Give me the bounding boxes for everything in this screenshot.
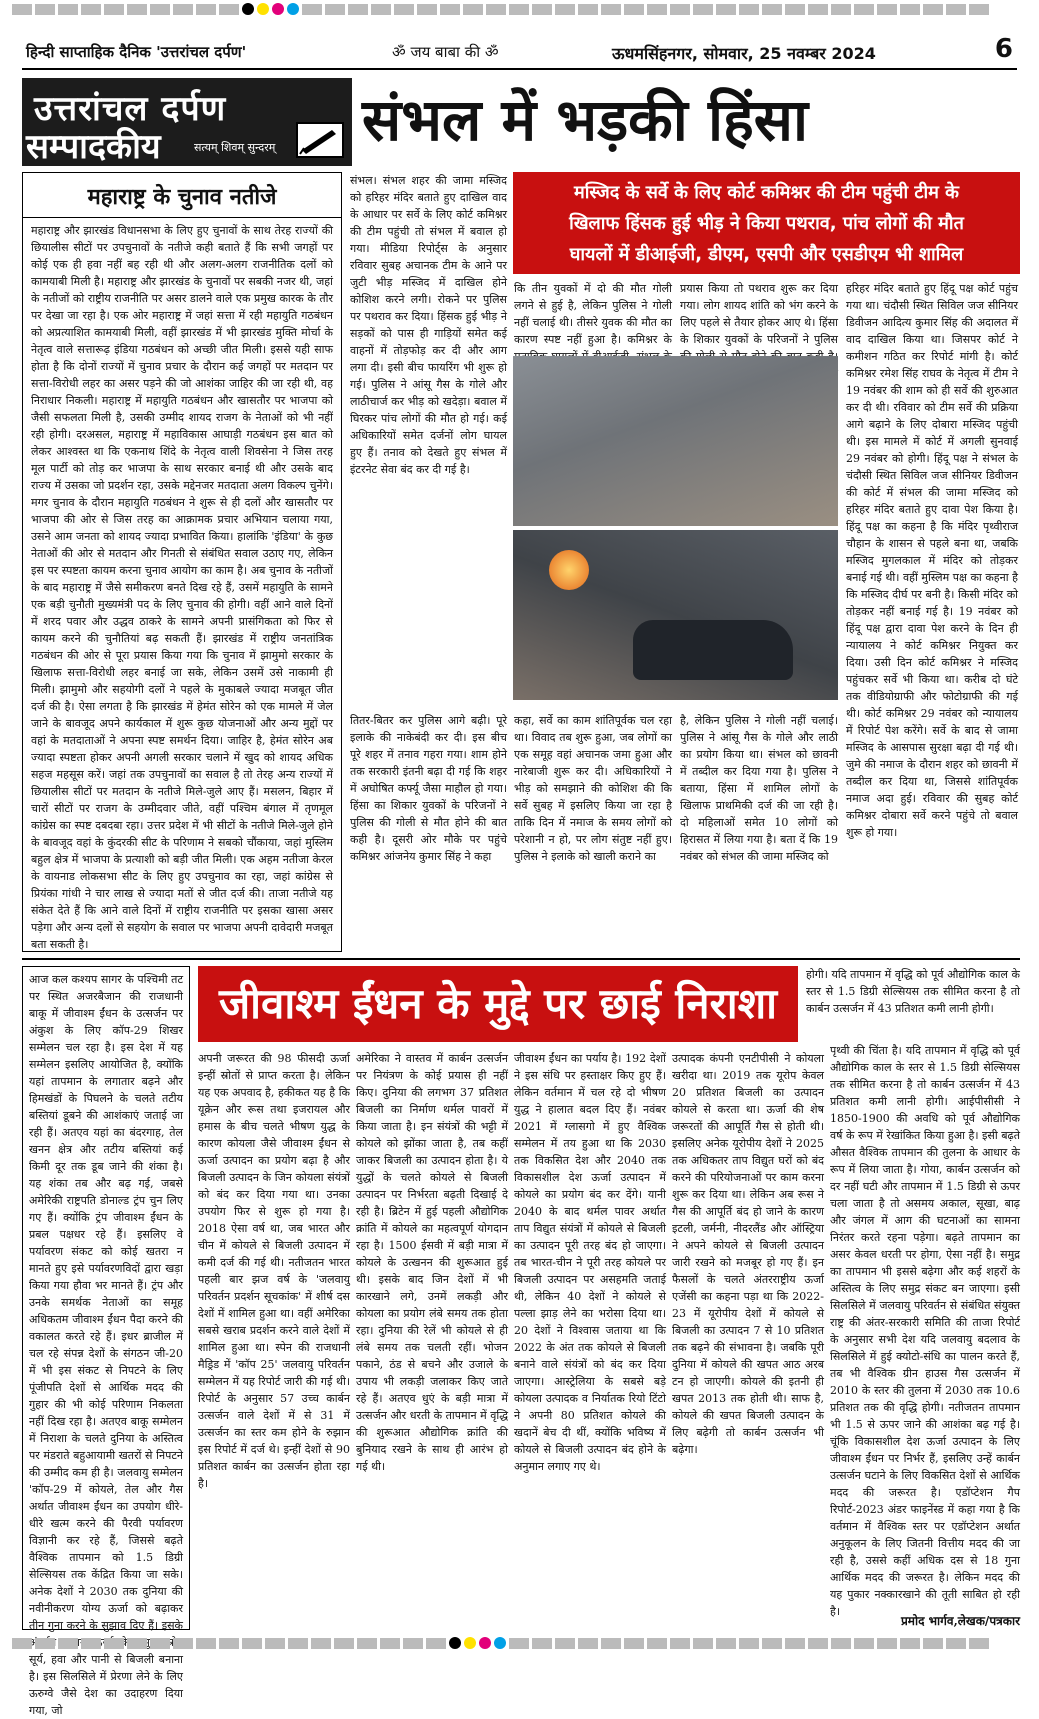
section-divider: [22, 958, 1020, 960]
story2-headline: जीवाश्म ईंधन के मुद्दे पर छाई निराशा: [198, 966, 798, 1042]
registration-bar-top: [0, 2, 1039, 16]
editorial-column: [22, 172, 342, 952]
editorial-brand: उत्तरांचल दर्पण: [34, 89, 227, 129]
story1-column-a: कि तीन युवकों में दो की मौत गोली लगने से हुई है, लेकिन पुलिस ने गोली नहीं चलाई थी। तीसरे युवक की मौत का कारण स्पष्ट नहीं हुआ है। कमिश्नर के: [514, 282, 672, 346]
page-number: 6: [994, 34, 1013, 64]
editorial-title: महाराष्ट्र के चुनाव नतीजे: [23, 173, 341, 218]
editorial-section-label: सम्पादकीय: [26, 127, 161, 167]
story2-left-column: आज कल कश्यप सागर के पश्चिमी तट पर स्थित अजरबैजान की राजधानी बाकू में जीवाश्म ईंधन के उत्सर्जन पर अंकुश के लिए कॉप-29 शिखर सम्मेलन चल रहा है। इस देश में यह सम्मेलन इसलिए आयोजित है, क्योंकि यहां तापमान के लगातार बढ़ने और हिमखंडों के पिघलने के चलते तटीय बस्तियां डूबने की आशंकाएं जताई जा रही हैं। अतएव यहां का बंदरगाह, तेल खनन क्षेत्र और तटीय बस्तियां कई किमी दूर तक डूब जाने की शंका है। यह शंका तब और बढ़ गई, जबसे अमेरिकी राष्ट्रपति डोनाल्ड ट्रंप चुन लिए गए हैं। क्योंकि ट्रंप जीवाश्म ईंधन के प्रबल पक्षधर रहे हैं। इसलिए वे पर्यावरण संकट को कोई खतरा न मानते हुए इसे पर्यावरणविदों द्वारा खड़ा किया गया हौवा भर मानते हैं। ट्रंप और उनके समर्थक नेताओं का समूह अधिकतम जीवाश्म ईंधन पैदा करने की वकालत करते रहे हैं। इधर ब्राजील में चल रहे संपन्न देशों के संगठन जी-20 में भी इस संकट से निपटने के लिए पूंजीपति देशों से आर्थिक मदद की गुहार की भी कोई परिणाम निकलता नहीं दिख रहा है। अतएव बाकू सम्मेलन में निराशा के चलते दुनिया के अस्तित्व पर मंडराते बहुआयामी खतरों से निपटने की उम्मीद कम ही है। जलवायु सम्मेलन 'कॉप-29 में कोयले, तेल और गैस अर्थात जीवाश्म ईंधन का उपयोग धीरे-धीरे खत्म करने की पैरवी पर्यावरण विज्ञानी कर रहे हैं, जिससे बढ़ते वैश्विक तापमान को 1.5 डिग्री सेल्सियस तक केंद्रित किया जा सके। अनेक देशों ने 2030 तक दुनिया की नवीनीकरण योग्य ऊर्जा को बढ़ाकर तीन गुना करने के सुझाव दिए हैं। इसके के प्रमुख सूर्य, हवा और पानी से बिजली बनाना है। इस सिलसिले में प्रेरणा लेने के लिए ऊरुग्वे जैसे देश का उदाहरण दिया गया, जो: [22, 966, 190, 1630]
masthead: [22, 20, 1017, 70]
car-icon: [633, 620, 793, 680]
story2-right-top: होगी। यदि तापमान में वृद्धि को पूर्व औद्योगिक काल के स्तर से 1.5 डिग्री सेल्सियस तक सीमित करना है तो कार्बन उत्सर्जन में 43 प्रतिशत कमी लानी होगी।: [806, 968, 1020, 1015]
story1-column-intro: संभल। संभल शहर की जामा मस्जिद को हरिहर मंदिर बताते हुए दाखिल वाद के आधार पर सर्वे के लिए कोर्ट कमिश्नर की टीम पहुंची तो संभल में बवाल हो गया। मीडिया रिपोर्ट्स के अनुसार रविवार सुबह अचानक टीम के आने पर जुटी भीड़ मस्जिद में दाखिल होने कोशिश करने लगी। रोकने पर पुलिस पर पथराव कर दिया। हिंसक हुई भीड़ ने सड़कों को पास ही गाड़ियों समेत कई वाहनों में तोड़फोड़ कर दी और आग लगा दी। इसी बीच फायरिंग भी शुरू हो गई। पुलिस ने आंसू गैस के गोले और लाठीचार्ज कर भीड़ को खदेड़ा। बवाल में घिरकर पांच लोगों की मौत हो गई। कई अधिकारियों समेत दर्जनों लोग घायल हुए हैं। तनाव को देखते हुए संभल में इंटरनेट सेवा बंद कर दी गई है।: [350, 174, 507, 476]
story1-column-b-lower: है, लेकिन पुलिस ने गोली नहीं चलाई। पुलिस ने आंसू गैस के गोले और लाठी का प्रयोग किया था। संभल को छावनी में तब्दील कर दिया गया है। पुलिस ने बताया, हिंसा में शामिल लोगों के खिलाफ प्राथमिकी दर्ज की जा रही है। दो महिलाओं समेत 10 लोगों को हिरासत में लिया गया है। बता दें कि 19 नवंबर को संभल की जामा मस्जिद को: [680, 714, 838, 863]
crowd-photo: [513, 356, 838, 526]
story1-subhead-box: [513, 172, 1020, 274]
story2-column-1: अपनी जरूरत की 98 फीसदी ऊर्जा इन्हीं स्रोतों से प्राप्त करता है। लेकिन यह एक अपवाद है, हकीकत यह है कि यूक्रेन और रूस तथा इजरायल और हमास के बीच चलते भीषण युद्ध के कारण कोयला जैसे जीवाश्म ईंधन से ऊर्जा उत्पादन का प्रयोग बढ़ा है और बिजली उत्पादन के जिन कोयला संयंत्रों को बंद कर दिया गया था। उनका उपयोग फिर से शुरू हो गया है। 2018 ऐसा वर्ष था, जब भारत और चीन में कोयले से बिजली उत्पादन में कमी दर्ज की गई थी। नतीजतन भारत पहली बार झज वर्ष के 'जलवायु परिवर्तन प्रदर्शन सूचकांक' में शीर्ष दस देशों में शामिल हुआ था। वहीं अमेरिका सबसे खराब प्रदर्शन करने वाले देशों में शामिल हुआ था। स्पेन की राजधानी मैड्रिड में 'कॉप 25' जलवायु परिवर्तन सम्मेलन में यह रिपोर्ट जारी की गई थी। रिपोर्ट के अनुसार 57 उच्च कार्बन उत्सर्जन वाले देशों में से 31 में उत्सर्जन का स्तर कम होने के रुझान इस रिपोर्ट में दर्ज थे। इन्हीं देशों से 90 प्रतिशत कार्बन का उत्सर्जन होता रहा है।: [198, 1052, 350, 1490]
story1-column-a-lower: कहा, सर्वे का काम शांतिपूर्वक चल रहा था। विवाद तब शुरू हुआ, जब लोगों का एक समूह वहां अचानक जमा हुआ और नारेबाजी शुरू कर दी। अधिकारियों ने भीड़ को समझाने की कोशिश की कि सर्वे सुबह में इसलिए किया जा रहा है ताकि दिन में नमाज के समय लोगों को परेशानी न हो, पर लोग संतुष्ट नहीं हुए। पुलिस ने इलाके को खाली कराने का: [514, 714, 672, 863]
story1-column-b: प्रयास किया तो पथराव शुरू कर दिया गया। लोग शायद शांति को भंग करने के लिए पहले से तैयार होकर आए थे। हिंसा के शिकार युवकों के परिजनों ने पुलिस: [680, 282, 838, 346]
masthead-date: ऊधमसिंहनगर, सोमवार, 25 नवम्बर 2024: [612, 44, 876, 63]
author-byline: प्रमोद भार्गव,लेखक/पत्रकार: [900, 1614, 1020, 1628]
story2-column-2: अमेरिका ने वास्तव में कार्बन उत्सर्जन पर नियंत्रण के कोई प्रयास ही नहीं किए। दुनिया की लगभग 37 प्रतिशत बिजली का निर्माण थर्मल पावरों में किया जाता है। इन संयंत्रों की भट्टी में कोयले को झोंका जाता है, तब कहीं जाकर बिजली का उत्पादन होता है। ये युद्धों के चलते कोयले से बिजली उत्पादन पर निर्भरता बढ़ती दिखाई दे रही है। ब्रिटेन में हुई पहली औद्योगिक क्रांति में कोयले का महत्वपूर्ण योगदान रहा है। 1500 ईसवी में बड़ी मात्रा में कोयले के उत्खनन की शुरूआत हुई थी। इसके बाद जिन देशों में भी कारखाने लगे, उनमें लकड़ी और कोयला का प्रयोग लंबे समय तक होता रहा। दुनिया की रेलें भी कोयले से ही लंबे समय तक चलती रहीं। भोजन पकाने, ठंड से बचने और उजाले के उपाय भी लकड़ी जलाकर किए जाते रहे हैं। अतएव धुएं के बड़ी मात्रा में उत्सर्जन और धरती के तापमान में वृद्धि की शुरूआत औद्योगिक क्रांति की बुनियाद रखने के साथ ही आरंभ हो गई थी।: [356, 1052, 508, 1473]
story2-column-3: जीवाश्म ईंधन का पर्याय है। 192 देशों ने इस संधि पर हस्ताक्षर किए हुए हैं। लेकिन वर्तमान में चल रहे दो भीषण युद्ध ने हालात बदल दिए हैं। नवंबर 2021 में ग्लासगो में हुए वैश्विक सम्मेलन में तय हुआ था कि 2030 तक विकसित देश और 2040 तक विकासशील देश ऊर्जा उत्पादन में कोयले का प्रयोग बंद कर देंगे। यानी 2040 के बाद थर्मल पावर अर्थात ताप विद्युत संयंत्रों में कोयले से बिजली का उत्पादन पूरी तरह बंद हो जाएगा। तब भारत-चीन ने पूरी तरह कोयले पर बिजली उत्पादन पर असहमति जताई थी, लेकिन 40 देशों ने कोयले से पल्ला झाड़ लेने का भरोसा दिया था। 20 देशों ने विश्वास जताया था कि 2022 के अंत तक कोयले से बिजली बनाने वाले संयंत्रों को बंद कर दिया जाएगा। आस्ट्रेलिया के सबसे बड़े कोयला उत्पादक व निर्यातक रियो टिंटो ने अपनी 80 प्रतिशत कोयले की खदानें बेच दी थीं, क्योंकि भविष्य में कोयले से बिजली उत्पादन बंद होने के अनुमान लगाए गए थे।: [514, 1052, 666, 1473]
story2-column-5: पृथ्वी की चिंता है। यदि तापमान में वृद्धि को पूर्व औद्योगिक काल के स्तर से 1.5 डिग्री सेल्सियस तक सीमित करना है तो कार्बन उत्सर्जन में 43 प्रतिशत कमी लानी होगी। आईपीसीसी ने 1850-1900 की अवधि को पूर्व औद्योगिक वर्ष के रूप में रेखांकित किया हुआ है। इसी बढ़ते औसत वैश्विक तापमान की तुलना के आधार के रूप में लिया जाता है। गोया, कार्बन उत्सर्जन को दर नहीं घटी और तापमान में 1.5 डिग्री से ऊपर चला जाता है तो असमय अकाल, सूखा, बाढ़ और जंगल में आग की घटनाओं का सामना निरंतर करते रहना पड़ेगा। बढ़ते तापमान का असर केवल धरती पर होगा, ऐसा नहीं है। समुद्र का तापमान भी इससे बढ़ेगा और कई शहरों के अस्तित्व के लिए समुद्र संकट बन जाएगा। इसी सिलसिले में जलवायु परिवर्तन से संबंधित संयुक्त राष्ट्र की अंतर-सरकारी समिति की ताजा रिपोर्ट के अनुसार सभी देश यदि जलवायु बदलाव के सिलसिले में हुई क्योटो-संधि का पालन करते हैं, तब भी वैश्विक ग्रीन हाउस गैस उत्सर्जन में 2010 के स्तर की तुलना में 2030 तक 10.6 प्रतिशत तक की वृद्धि होगी। नतीजतन तापमान भी 1.5 से ऊपर जाने की आशंका बढ़ गई है। चूंकि विकासशील देश ऊर्जा उत्पादन के लिए जीवाश्म ईंधन पर निर्भर हैं, इसलिए उन्हें कार्बन उत्सर्जन घटाने के लिए विकसित देशों से आर्थिक मदद की जरूरत है। एडॉप्टेशन गैप रिपोर्ट-2023 अंडर फाइनेंस्ड में कहा गया है कि वर्तमान में वैश्विक स्तर पर एडॉप्टेशन अर्थात अनुकूलन के लिए जितनी वित्तीय मदद की जा रही है, उससे कहीं अधिक दस से 18 गुना आर्थिक मदद की जरूरत है। लेकिन मदद की यह पुकार नक्कारखाने की तूती साबित हो रही है।: [830, 1044, 1020, 1618]
story1-subhead-line1: मस्जिद के सर्वे के लिए कोर्ट कमिश्नर की टीम पहुंची टीम के: [574, 182, 959, 203]
registration-bar-bottom: [0, 1636, 1039, 1650]
story1-column-c: हरिहर मंदिर बताते हुए हिंदू पक्ष कोर्ट पहुंच गया था। चंदौसी स्थित सिविल जज सीनियर डिवीजन आदित्य कुमार सिंह की अदालत में वाद दाखिल किया था। जिसपर कोर्ट ने कमीशन गठित कर रिपोर्ट मांगी है। कोर्ट कमिश्नर रमेश सिंह राघव के नेतृत्व में टीम ने 19 नवंबर की शाम को ही सर्वे की शुरुआत कर दी थी। रविवार को टीम सर्वे की प्रक्रिया आगे बढ़ाने के लिए दोबारा मस्जिद पहुंची थी। इस मामले में कोर्ट में अगली सुनवाई 29 नवंबर को होगी। हिंदू पक्ष ने संभल के चंदौसी स्थित सिविल जज सीनियर डिवीजन की कोर्ट में संभल की जामा मस्जिद को हरिहर मंदिर बताते हुए दावा पेश किया है। हिंदू पक्ष का कहना है कि मंदिर पृथ्वीराज चौहान के शासन से पहले बना था, जबकि मस्जिद मुगलकाल में मंदिर को तोड़कर बनाई गई थी। वहीं मुस्लिम पक्ष का कहना है कि मस्जिद दीर्घ पर बनी है। किसी मंदिर को तोड़कर नहीं बनाई गई है। 19 नवंबर को हिंदू पक्ष द्वारा दावा पेश करने के दिन ही न्यायालय ने कोर्ट कमिश्नर नियुक्त कर दिया। उसी दिन कोर्ट कमिश्नर ने मस्जिद पहुंचकर सर्वे भी किया था। करीब दो घंटे तक वीडियोग्राफी और फोटोग्राफी की गई थी। कोर्ट कमिश्नर 29 नवंबर को न्यायालय में रिपोर्ट पेश करेंगे। सर्वे के बाद से जामा मस्जिद के आसपास सुरक्षा बढ़ा दी गई थी। जुमे की नमाज के दौरान शहर को छावनी में तब्दील कर दिया था, जिससे शांतिपूर्वक नमाज अदा हुई। रविवार की सुबह कोर्ट कमिश्नर दोबारा सर्वे करने पहुंचे तो बवाल शुरू हो गया।: [846, 282, 1018, 839]
editorial-motto: सत्यम् शिवम् सुन्दरम्: [194, 141, 276, 154]
editorial-body: महाराष्ट्र और झारखंड विधानसभा के लिए हुए चुनावों के साथ तेरह राज्यों की छियालीस सीटों पर उपचुनावों के नतीजे कही बताते हैं कि सभी जगहों पर कोई एक ही हवा नहीं बह रही थी और अलग-अलग राजनीतिक दलों को कामयाबी मिली है। महाराष्ट्र और झारखंड के चुनावों पर सबकी नजर थी, जहां के नतीजों को राष्ट्रीय राजनीति पर असर डालने वाले एक प्रमुख कारक के तौर पर देखा जा रहा है। एक ओर महाराष्ट्र में जहां सत्ता में रही महायुति गठबंधन को अप्रत्याशित कामयाबी मिली, वहीं झारखंड में भी झारखंड मुक्ति मोर्चा के नेतृत्व वाले सत्तारूढ़ इंडिया गठबंधन को अच्छी जीत मिली। इससे यही साफ होता है कि दोनों राज्यों में चुनाव प्रचार के दौरान कई जगहों पर मतदान पर सत्ता-विरोधी लहर का असर पड़ने की जो आशंका जाहिर की जा रही थी, वह निराधार निकली। महाराष्ट्र में महायुति गठबंधन और खासतौर पर भाजपा को जैसी सफलता मिली है, उसकी उम्मीद शायद राजग के नेताओं को भी नहीं रही होगी। दरअसल, महाराष्ट्र में महाविकास आघाड़ी गठबंधन इस बात को लेकर आश्वस्त था कि एकनाथ शिंदे के नेतृत्व वाली शिवसेना ने जिस तरह मूल पार्टी को तोड़ कर भाजपा के साथ सरकार बनाई थी और उसके बाद राज्य में उसका जो प्रदर्शन रहा, उसके मद्देनजर मतदाता अलग विकल्प चुनेंगे। मगर चुनाव के दौरान महायुति गठबंधन ने शुरू से ही दलों और खासतौर पर भाजपा की ओर से जिस तरह का आक्रामक प्रचार अभियान चलाया गया, उसने आम जनता को शायद ज्यादा प्रभावित किया। हालांकि 'इंडिया' के कुछ नेताओं की ओर से मतदान और गिनती से संबंधित सवाल उठाए गए, लेकिन इस पर स्पष्टता कायम करना चुनाव आयोग का काम है। अब चुनाव के नतीजों के बाद महाराष्ट्र में जैसे समीकरण बनते दिख रहे हैं, उसमें महायुति के सामने एक बड़ी चुनौती मुख्यमंत्री पद के लिए चुनाव की होगी। वहीं आने वाले दिनों में शरद पवार और उद्धव ठाकरे के सामने अपनी प्रासंगिकता को फिर से कायम करने की चुनौतियां बढ़ सकती हैं। झारखंड में राष्ट्रीय जनतांत्रिक गठबंधन की ओर से पूरा प्रयास किया गया कि चुनाव में झामुमो सरकार के खिलाफ सत्ता-विरोधी लहर बनाई जा सके, लेकिन उसमें उसे नाकामी ही मिली। झामुमो और सहयोगी दलों ने पहले के मुकाबले ज्यादा मजबूत जीत दर्ज की है। ऐसा लगता है कि झारखंड में हेमंत सोरेन को एक मामले में जेल जाने के बावजूद अपने कार्यकाल में शुरू कुछ योजनाओं और अन्य मुद्दों पर वहां के मतदाताओं ने अपना स्पष्ट समर्थन दिया। जाहिर है, हेमंत सोरेन अब ज्यादा स्पष्टता होकर अपनी अगली सरकार चलाने में खुद को शायद अधिक सहज महसूस करें। जहां तक उपचुनावों का सवाल है तो तेरह अन्य राज्यों में छियालीस सीटों पर मतदान के नतीजे मिले-जुले आए हैं। मसलन, बिहार में चारों सीटों पर राजग के उम्मीदवार जीते, वहीं पश्चिम बंगाल में तृणमूल कांग्रेस का स्पष्ट दबदबा रहा। उत्तर प्रदेश में भी सीटों के नतीजे मिले-जुले होने के बावजूद वहां के कुंदरकी सीट के परिणाम ने सबको चौंकाया, जहां मुस्लिम बहुल क्षेत्र में भाजपा के प्रत्याशी को बड़ी जीत मिली। एक अहम नतीजा केरल के वायनाड लोकसभा सीट के लिए हुए उपचुनाव का रहा, जहां कांग्रेस से प्रियंका गांधी ने चार लाख से ज्यादा मतों से जीत दर्ज की। ताजा नतीजे यह संकेत देते हैं कि आने वाले दिनों में राष्ट्रीय राजनीति पर इसका खासा असर पड़ेगा और अन्य दलों से सहयोग के सवाल पर भाजपा अपनी दावेदारी मजबूत बता सकती है।: [31, 224, 333, 951]
story1-subhead-line2: खिलाफ हिंसक हुई भीड़ ने किया पथराव, पांच लोगों की मौत: [569, 213, 964, 234]
pen-icon: [296, 122, 344, 158]
burning-car-photo: [513, 530, 838, 700]
masthead-slogan: ॐ जय बाबा की ॐ: [392, 43, 499, 61]
story1-column-mid-lower: तितर-बितर कर पुलिस आगे बढ़ी। पूरे इलाके की नाकेबंदी कर दी। इस बीच पूरे शहर में तनाव गहरा गया। शाम होने तक सरकारी इंतनी बढ़ा दी गई कि शहर में अघोषित कर्फ्यू जैसा माहौल हो गया। हिंसा का शिकार युवकों के परिजनों ने पुलिस की गोली से मौत होने की बात कही है। दूसरी ओर मौके पर पहुंचे कमिश्नर आंजनेय कुमार सिंह ने कहा: [350, 714, 507, 863]
story1-subhead-line3: घायलों में डीआईजी, डीएम, एसपी और एसडीएम भी शामिल: [569, 244, 964, 265]
main-headline: संभल में भड़की हिंसा: [362, 86, 808, 154]
story2-column-4: उत्पादक कंपनी एनटीपीसी ने कोयला खरीदा था। 2019 तक यूरोप केवल 20 प्रतिशत बिजली का उत्पादन कोयले से करता था। ऊर्जा की शेष जरूरतों की आपूर्ति गैस से होती थी। इसलिए अनेक यूरोपीय देशों ने 2025 तक अधिकतर ताप विद्युत घरों को बंद करने की परियोजनाओं पर काम करना शुरू कर दिया था। लेकिन अब रूस ने गैस की आपूर्ति बंद हो जाने के कारण इटली, जर्मनी, नीदरलैंड और ऑस्ट्रिया ने अपने कोयले से बिजली उत्पादन जारी रखने को मजबूर हो गए हैं। इन फैसलों के चलते अंतरराष्ट्रीय ऊर्जा एजेंसी का कहना पड़ा था कि 2022-23 में यूरोपीय देशों में कोयले से बिजली का उत्पादन 7 से 10 प्रतिशत तक बढ़ने की संभावना है। जबकि पूरी दुनिया में कोयले की खपत आठ अरब टन हो जाएगी। कोयले की इतनी ही खपत 2013 तक होती थी। साफ है, कोयले की खपत बिजली उत्पादन के लिए बढ़ेगी तो कार्बन उत्सर्जन भी बढ़ेगा।: [672, 1052, 824, 1456]
editorial-banner: [22, 78, 352, 166]
masthead-publication: हिन्दी साप्ताहिक दैनिक 'उत्तरांचल दर्पण': [26, 43, 247, 61]
fire-icon: [549, 550, 589, 590]
